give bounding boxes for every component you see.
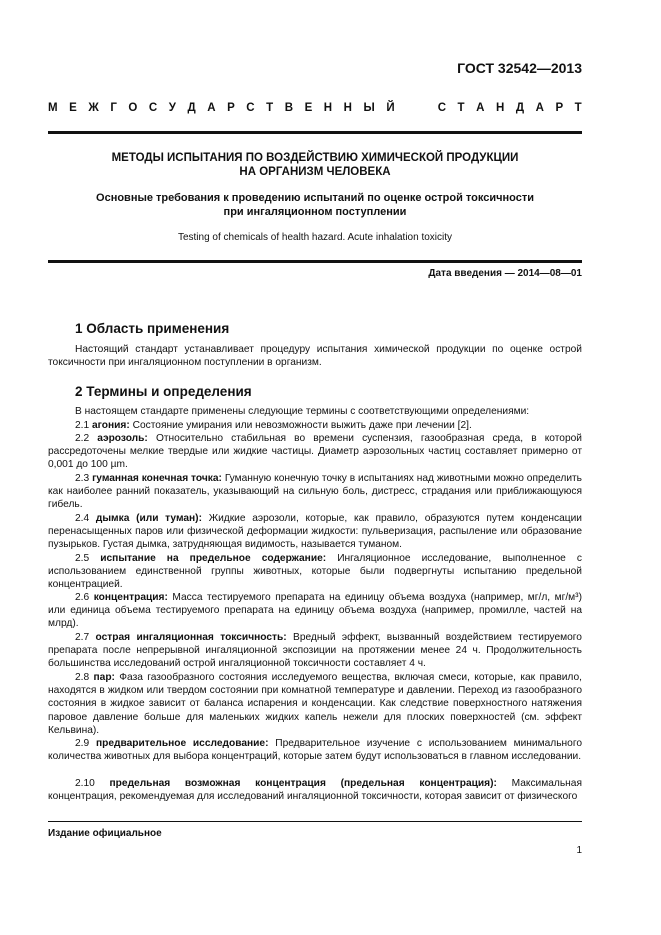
section-1-text: Настоящий стандарт устанавливает процедуру испытания химической продукции по оценке острой токсичности при ингаляционном поступлении в организм. <box>48 344 582 369</box>
term-2-6: 2.6 концентрация: Масса тестируемого препарата на единицу объема воздуха (например, мг/л, мг/м³) или единица объема тестируемого препарата на единицу объема воздуха (например, промилле, частей на млрд). <box>48 592 582 630</box>
term-2-4: 2.4 дымка (или туман): Жидкие аэрозоли, которые, как правило, образуются путем конденсации перенасыщенных паров или физической деформации жидкости: пульверизация, распыление или образование пузырьков. Густая дымка, затрудняющая видимость, называется туманом. <box>48 513 582 551</box>
term-2-3: 2.3 гуманная конечная точка: Гуманную конечную точку в испытаниях над животными можно определить как наиболее ранний показатель, указывающий на сильную боль, дистресс, страдания или приближающуюся гибель. <box>48 473 582 511</box>
main-title: МЕТОДЫ ИСПЫТАНИЯ ПО ВОЗДЕЙСТВИЮ ХИМИЧЕСКОЙ ПРОДУКЦИИ НА ОРГАНИЗМ ЧЕЛОВЕКА <box>111 152 519 178</box>
section-2-intro: В настоящем стандарте применены следующие термины с соответствующими определениями: <box>75 406 530 417</box>
term-2-8: 2.8 пар: Фаза газообразного состояния исследуемого вещества, включая смеси, которые, как правило, находятся в жидком или твердом состоянии при комнатной температуре и давлении. Переход из газообразного состояния в жидкое зависит от баланса испарения и конденсации. Как следствие поверхностного натяжения паровое давление больше для маленьких жидких капель нежели для плоских поверхностей (см. эффект Кельвина). <box>48 672 582 736</box>
term-2-10: 2.10 предельная возможная концентрация (предельная концентрация): Максимальная концентрация, рекомендуемая для исследований ингаляционной токсичности, которая зависит от физического <box>48 778 582 803</box>
gost-number: ГОСТ 32542—2013 <box>457 60 582 76</box>
term-2-2: 2.2 аэрозоль: Относительно стабильная во времени суспензия, газообразная среда, в которой рассредоточены мелкие твердые или жидкие частицы. Диаметр аэрозольных частиц составляет примерно от 0,001 до 100 µm. <box>48 433 582 471</box>
interstate-standard-banner: М Е Ж Г О С У Д А Р С Т В Е Н Н Ы Й С Т А Н Д А Р Т <box>48 102 582 114</box>
term-2-1: 2.1 агония: Состояние умирания или невозможности выжить даже при лечении [2]. <box>75 420 472 431</box>
section-2-heading: 2 Термины и определения <box>75 384 252 399</box>
term-2-9: 2.9 предварительное исследование: Предварительное изучение с использованием минимального количества животных для выбора концентраций, которые затем будут использоваться в главном исследовании. <box>48 738 582 763</box>
page-number: 1 <box>576 845 582 856</box>
term-2-5: 2.5 испытание на предельное содержание: Ингаляционное исследование, выполненное с использованием единственной группы животных, которые были подвергнуты испытанию предельной концентрацией. <box>48 553 582 591</box>
official-edition-label: Издание официальное <box>48 828 162 839</box>
term-2-7: 2.7 острая ингаляционная токсичность: Вредный эффект, вызванный воздействием тестируемого препарата после непрерывной ингаляционной экспозиции на протяжении менее 24 ч. Продолжительность большинства исследований острой ингаляционной токсичности составляет 4 ч. <box>48 632 582 670</box>
top-divider <box>48 131 582 134</box>
subtitle: Основные требования к проведению испытаний по оценке острой токсичности при ингаляционном поступлении <box>96 192 534 218</box>
english-title: Testing of chemicals of health hazard. Acute inhalation toxicity <box>177 232 453 243</box>
section-1-heading: 1 Область применения <box>75 321 230 336</box>
introduction-date: Дата введения — 2014—08—01 <box>428 268 582 279</box>
footer-divider <box>48 821 582 822</box>
title-divider <box>48 260 582 263</box>
